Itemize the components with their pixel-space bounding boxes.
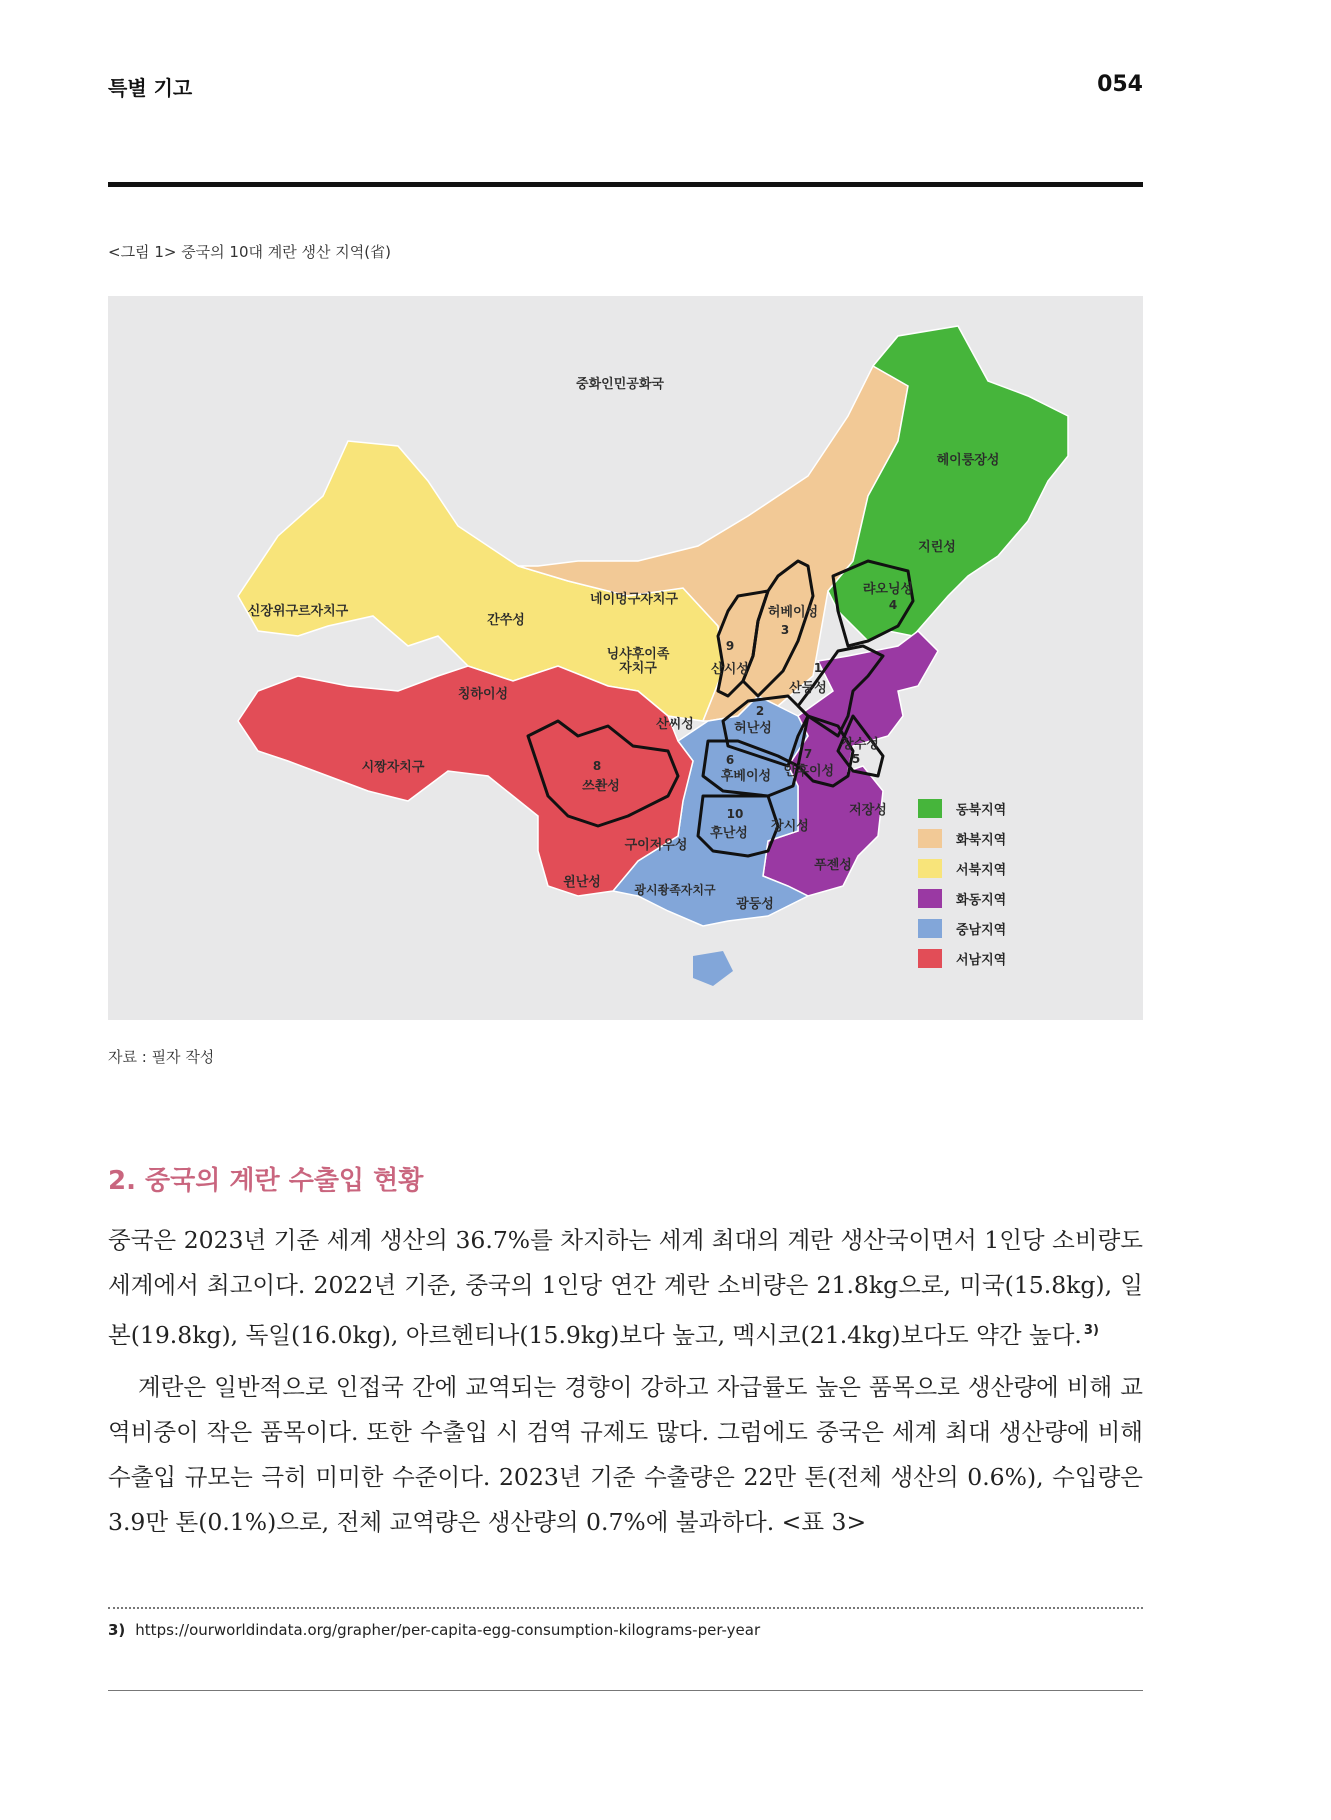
- label-shanxi: 산시성: [711, 662, 749, 677]
- figure-source: 자료 : 필자 작성: [108, 1048, 215, 1066]
- number-jiangsu: 5: [851, 752, 861, 766]
- legend-swatch-north: [918, 829, 942, 848]
- label-ningxia: 닝샤후이족: [606, 647, 670, 662]
- number-henan: 2: [755, 704, 765, 718]
- paragraph-2: 계란은 일반적으로 인접국 간에 교역되는 경향이 강하고 자급률도 높은 품목으로 생산량에 비해 교역비중이 작은 품목이다. 또한 수출입 시 검역 규제도 많다. 그럼에도 중국은 세계 최대 생산량에 비해 수출입 규모는 극히 미미한 수준이다. 2023년 기준 수출량은 22만 톤(전체 생산의 0.6%), 수입량은 3.9만 톤(0.1%)으로, 전체 교역량은 생산량의 0.7%에 불과하다. <표 3>: [108, 1373, 1143, 1536]
- label-qinghai: 칭하이성: [457, 687, 509, 702]
- legend-swatch-southwest: [918, 949, 942, 968]
- label-jilin: 지린성: [918, 540, 956, 555]
- number-shandong: 1: [813, 661, 823, 675]
- legend-label-north: 화북지역: [956, 833, 1007, 848]
- page-number: 054: [1097, 72, 1143, 97]
- label-anhui: 안후이성: [783, 764, 835, 779]
- label-jiangsu: 장수성: [841, 737, 879, 752]
- label-hunan: 후난성: [710, 826, 748, 841]
- footnote: [108, 1621, 760, 1639]
- label-zhejiang: 저장성: [849, 803, 887, 818]
- number-hubei: 6: [725, 753, 735, 767]
- label-fujian: 푸젠성: [814, 858, 852, 873]
- label-guizhou: 구이저우성: [624, 838, 688, 853]
- legend-label-central-south: 중남지역: [956, 923, 1007, 938]
- label-guangxi: 광시좡족자치구: [634, 883, 716, 897]
- label-inner-mongolia: 네이멍구자치구: [590, 592, 678, 607]
- china-map-figure: [108, 296, 1143, 1020]
- label-country: 중화인민공화국: [576, 377, 664, 392]
- label-ningxia-sub: 자치구: [619, 661, 657, 676]
- label-jiangxi: 장시성: [771, 819, 809, 834]
- legend-swatch-northwest: [918, 859, 942, 878]
- label-henan: 허난성: [734, 721, 772, 736]
- label-xinjiang: 신장위구르자치구: [247, 604, 349, 619]
- footnote-url[interactable]: https://ourworldindata.org/grapher/per-capita-egg-consumption-kilograms-per-year: [135, 1621, 761, 1639]
- label-sichuan: 쓰촨성: [582, 779, 620, 794]
- map-legend: [918, 799, 1006, 968]
- label-hebei: 허베이성: [767, 605, 819, 620]
- paragraph-1: [108, 1218, 1143, 1358]
- label-liaoning: 랴오닝성: [862, 582, 914, 597]
- label-guangdong: 광둥성: [736, 897, 774, 912]
- header-rule: [108, 182, 1143, 187]
- paragraph-1-text: 중국은 2023년 기준 세계 생산의 36.7%를 차지하는 세계 최대의 계란 생산국이면서 1인당 소비량도 세계에서 최고이다. 2022년 기준, 중국의 1인당 연간 계란 소비량은 21.8kg으로, 미국(15.8kg), 일본(19.8kg), 독일(16.0kg), 아르헨티나(15.9kg)보다 높고, 멕시코(21.4kg)보다도 약간 높다.: [108, 1226, 1143, 1349]
- footnote-divider: [108, 1607, 1143, 1609]
- section-title: 특별 기고: [108, 76, 193, 100]
- figure-caption: <그림 1> 중국의 10대 계란 생산 지역(省): [108, 243, 391, 261]
- number-sichuan: 8: [592, 759, 602, 773]
- legend-swatch-central-south: [918, 919, 942, 938]
- label-shandong: 산둥성: [789, 681, 827, 696]
- section-heading: 2. 중국의 계란 수출입 현황: [108, 1166, 424, 1196]
- island-hainan: [693, 951, 733, 986]
- number-hebei: 3: [780, 623, 790, 637]
- label-gansu: 간쑤성: [487, 613, 525, 628]
- legend-label-east: 화동지역: [956, 893, 1007, 908]
- legend-swatch-east: [918, 889, 942, 908]
- number-shanxi: 9: [725, 639, 735, 653]
- number-hunan: 10: [726, 807, 744, 821]
- legend-label-northwest: 서북지역: [956, 863, 1007, 878]
- legend-swatch-northeast: [918, 799, 942, 818]
- label-hubei: 후베이성: [720, 769, 772, 784]
- label-yunnan: 윈난성: [563, 875, 601, 890]
- label-tibet: 시짱자치구: [361, 760, 425, 775]
- legend-label-southwest: 서남지역: [956, 953, 1007, 968]
- footnote-number: 3): [108, 1621, 126, 1639]
- label-heilongjiang: 헤이룽장성: [936, 453, 1000, 468]
- number-anhui: 7: [803, 747, 813, 761]
- footnote-ref[interactable]: 3): [1083, 1323, 1099, 1338]
- number-liaoning: 4: [888, 598, 898, 612]
- legend-label-northeast: 동북지역: [956, 803, 1007, 818]
- label-shaanxi: 산씨성: [656, 717, 694, 732]
- footer-rule: [108, 1690, 1143, 1691]
- china-map: [108, 296, 1143, 1020]
